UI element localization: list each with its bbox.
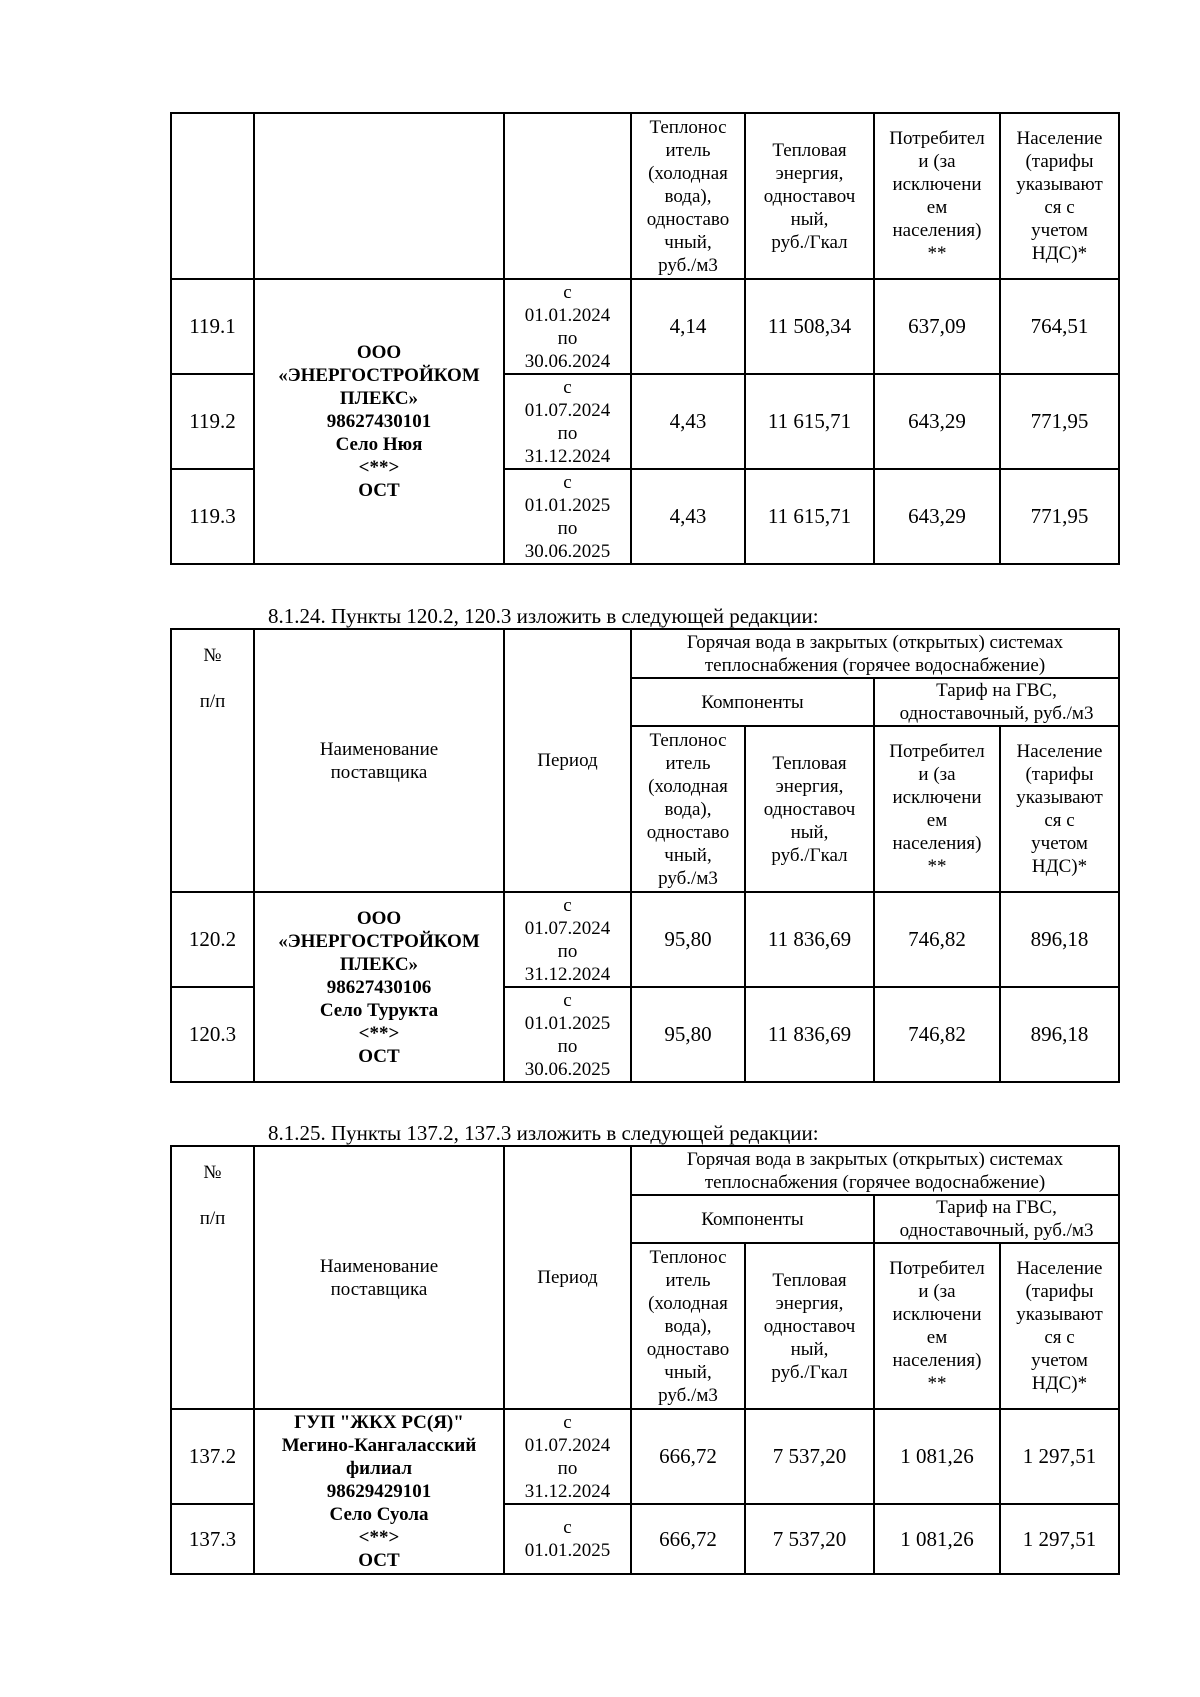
header-hot-water: Горячая вода в закрытых (открытых) системах теплоснабжения (горячее водоснабжение) — [631, 629, 1119, 678]
header-heat-energy: Тепловая энергия, одноставоч ный, руб./Гкал — [745, 1243, 874, 1409]
table-header-row — [171, 629, 1119, 678]
header-supplier: Наименование поставщика — [254, 629, 504, 892]
section-heading-8-1-24: 8.1.24. Пункты 120.2, 120.3 изложить в следующей редакции: — [268, 604, 819, 628]
population-value: 896,18 — [1000, 987, 1119, 1082]
consumers-value: 1 081,26 — [874, 1504, 1000, 1574]
header-population: Население (тарифы указывают ся с учетом НДС)* — [1000, 726, 1119, 892]
header-population: Население (тарифы указывают ся с учетом НДС)* — [1000, 113, 1119, 279]
header-empty-cell — [254, 113, 504, 279]
period: с 01.01.2025 по 30.06.2025 — [504, 469, 631, 564]
section-heading-8-1-25: 8.1.25. Пункты 137.2, 137.3 изложить в следующей редакции: — [268, 1121, 819, 1145]
population-value: 1 297,51 — [1000, 1409, 1119, 1504]
header-hot-water: Горячая вода в закрытых (открытых) системах теплоснабжения (горячее водоснабжение) — [631, 1146, 1119, 1195]
heat-value: 7 537,20 — [745, 1504, 874, 1574]
coolant-value: 95,80 — [631, 892, 745, 987]
population-value: 771,95 — [1000, 469, 1119, 564]
row-number: 120.2 — [171, 892, 254, 987]
header-supplier: Наименование поставщика — [254, 1146, 504, 1409]
header-components: Компоненты — [631, 678, 874, 726]
row-number: 119.2 — [171, 374, 254, 469]
consumers-value: 637,09 — [874, 279, 1000, 374]
supplier-name: ГУП "ЖКХ РС(Я)" Мегино-Кангаласский филиал 98629429101 Село Суола <**> ОСТ — [254, 1409, 504, 1574]
period: с 01.01.2025 по 30.06.2025 — [504, 987, 631, 1082]
supplier-name: ООО «ЭНЕРГОСТРОЙКОМ ПЛЕКС» 98627430101 Село Нюя <**> ОСТ — [254, 279, 504, 564]
header-tariff: Тариф на ГВС, одноставочный, руб./м3 — [874, 678, 1119, 726]
period: с 01.07.2024 по 31.12.2024 — [504, 374, 631, 469]
period: с 01.07.2024 по 31.12.2024 — [504, 1409, 631, 1504]
table-row — [171, 892, 1119, 987]
header-coolant: Теплонос итель (холодная вода), одноставо чный, руб./м3 — [631, 1243, 745, 1409]
heat-value: 11 615,71 — [745, 469, 874, 564]
row-number: 137.2 — [171, 1409, 254, 1504]
header-tariff: Тариф на ГВС, одноставочный, руб./м3 — [874, 1195, 1119, 1243]
population-value: 764,51 — [1000, 279, 1119, 374]
header-heat-energy: Тепловая энергия, одноставоч ный, руб./Гкал — [745, 113, 874, 279]
header-row-number: № п/п — [171, 629, 254, 892]
header-population: Население (тарифы указывают ся с учетом НДС)* — [1000, 1243, 1119, 1409]
header-consumers: Потребител и (за исключени ем населения) ** — [874, 726, 1000, 892]
heat-value: 11 836,69 — [745, 987, 874, 1082]
supplier-name: ООО «ЭНЕРГОСТРОЙКОМ ПЛЕКС» 98627430106 Село Турукта <**> ОСТ — [254, 892, 504, 1082]
period: с 01.07.2024 по 31.12.2024 — [504, 892, 631, 987]
population-value: 771,95 — [1000, 374, 1119, 469]
tariff-table-137 — [170, 1145, 1120, 1575]
row-number: 119.3 — [171, 469, 254, 564]
consumers-value: 746,82 — [874, 892, 1000, 987]
header-empty-cell — [171, 113, 254, 279]
header-consumers: Потребител и (за исключени ем населения) ** — [874, 1243, 1000, 1409]
heat-value: 11 508,34 — [745, 279, 874, 374]
row-number: 137.3 — [171, 1504, 254, 1574]
table-row — [171, 279, 1119, 374]
header-heat-energy: Тепловая энергия, одноставоч ный, руб./Гкал — [745, 726, 874, 892]
coolant-value: 95,80 — [631, 987, 745, 1082]
period: с 01.01.2025 — [504, 1504, 631, 1574]
table-header-row — [171, 113, 1119, 279]
row-number: 119.1 — [171, 279, 254, 374]
header-empty-cell — [504, 113, 631, 279]
tariff-table-120 — [170, 628, 1120, 1083]
population-value: 896,18 — [1000, 892, 1119, 987]
row-number: 120.3 — [171, 987, 254, 1082]
tariff-table-119 — [170, 112, 1120, 565]
coolant-value: 666,72 — [631, 1409, 745, 1504]
heat-value: 11 615,71 — [745, 374, 874, 469]
header-row-number: № п/п — [171, 1146, 254, 1409]
table-header-row — [171, 1146, 1119, 1195]
header-components: Компоненты — [631, 1195, 874, 1243]
heat-value: 7 537,20 — [745, 1409, 874, 1504]
header-period: Период — [504, 629, 631, 892]
consumers-value: 746,82 — [874, 987, 1000, 1082]
coolant-value: 4,43 — [631, 469, 745, 564]
coolant-value: 666,72 — [631, 1504, 745, 1574]
period: с 01.01.2024 по 30.06.2024 — [504, 279, 631, 374]
coolant-value: 4,14 — [631, 279, 745, 374]
header-coolant: Теплонос итель (холодная вода), одноставо чный, руб./м3 — [631, 113, 745, 279]
coolant-value: 4,43 — [631, 374, 745, 469]
consumers-value: 1 081,26 — [874, 1409, 1000, 1504]
consumers-value: 643,29 — [874, 469, 1000, 564]
header-consumers: Потребител и (за исключени ем населения) ** — [874, 113, 1000, 279]
table-row — [171, 1409, 1119, 1504]
header-period: Период — [504, 1146, 631, 1409]
heat-value: 11 836,69 — [745, 892, 874, 987]
consumers-value: 643,29 — [874, 374, 1000, 469]
population-value: 1 297,51 — [1000, 1504, 1119, 1574]
header-coolant: Теплонос итель (холодная вода), одноставо чный, руб./м3 — [631, 726, 745, 892]
